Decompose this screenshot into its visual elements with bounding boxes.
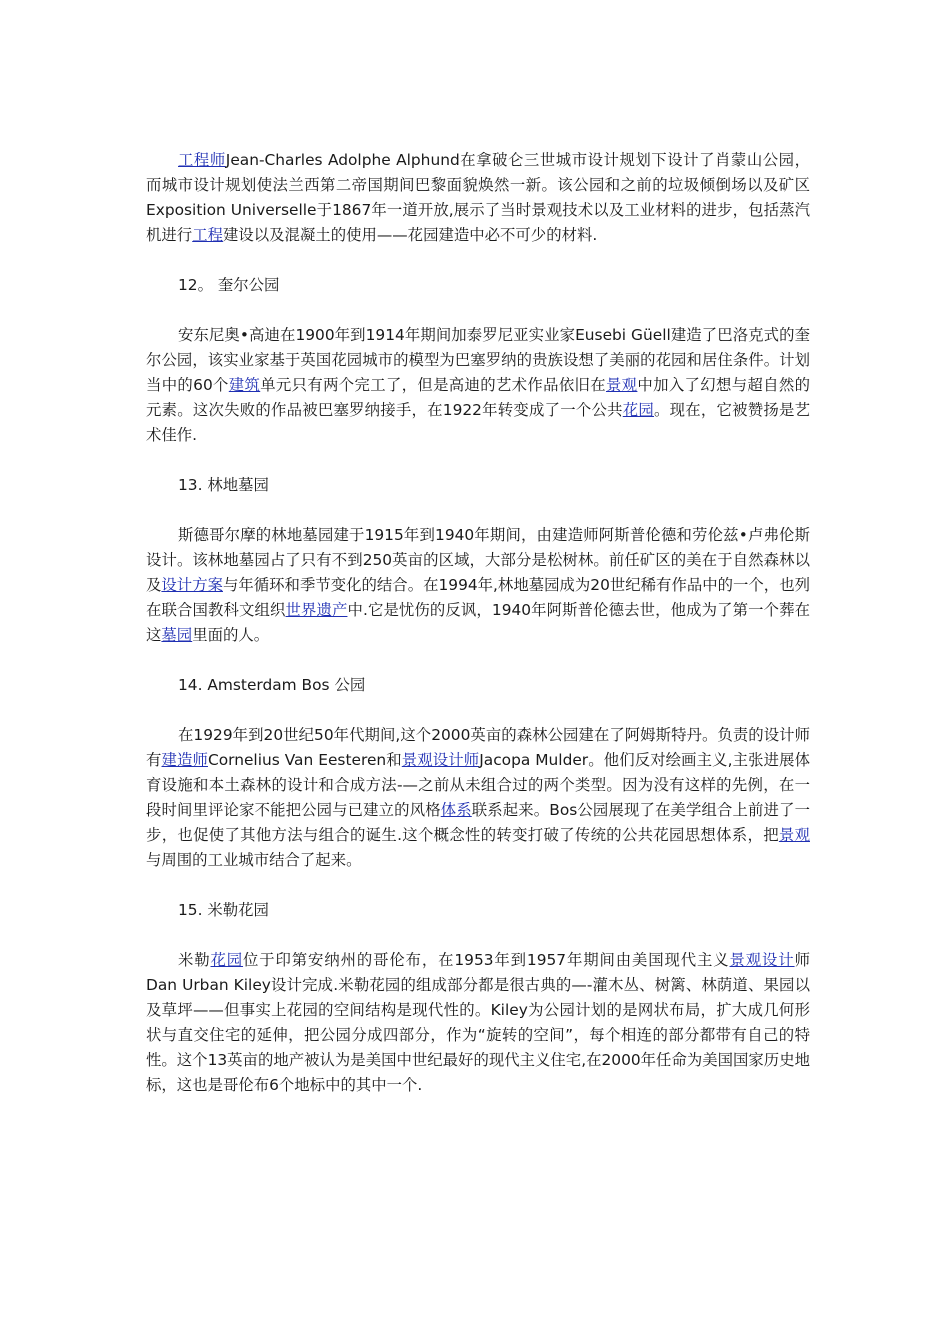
link-garden[interactable]: 花园: [622, 401, 655, 419]
text-segment: 中.它是忧伤的反讽，1940年阿斯普伦德去世，他成为了第一个葬在这: [146, 601, 810, 644]
text-segment: Jean-Charles Adolphe Alphund在拿破仑三世城市设计规划下设计了肖蒙山公园，而城市设计规划使法兰西第二帝国期间巴黎面貌焕然一新。该公园和之前的垃圾倾倒场以及矿区Exposition Universelle于1867年一道开放,展示了当时景观技术以及工业材料的进步，包括蒸汽机进行: [146, 151, 810, 244]
paragraph-guell-park: [146, 323, 810, 448]
link-landscape-designer[interactable]: 景观设计师: [401, 751, 480, 769]
text-segment: Jacopa Mulder。他们反对绘画主义,主张进展体育设施和本土森林的设计和合成方法-—之前从未组合过的两个类型。因为没有这样的先例，在一段时间里评论家不能把公园与已建立的风格: [146, 751, 810, 819]
text-segment: 中加入了幻想与超自然的元素。这次失败的作品被巴塞罗纳接手，在1922年转变成了一个公共: [146, 376, 810, 419]
link-cemetery[interactable]: 墓园: [161, 626, 193, 644]
paragraph-chaumont-park: [146, 148, 810, 248]
text-segment: 联系起来。Bos公园展现了在美学组合上前进了一步，也促使了其他方法与组合的诞生.这个概念性的转变打破了传统的公共花园思想体系，把: [146, 801, 810, 844]
text-segment: 单元只有两个完工了，但是高迪的艺术作品依旧在: [260, 376, 606, 394]
link-world-heritage[interactable]: 世界遗产: [285, 601, 348, 619]
link-architecture[interactable]: 建筑: [228, 376, 261, 394]
text-segment: Cornelius Van Eesteren和: [207, 751, 402, 769]
heading-text: 12。 奎尔公园: [178, 276, 280, 294]
text-segment: 米勒: [178, 951, 211, 969]
heading-14-amsterdam-bos: [146, 673, 810, 698]
text-segment: 在1929年到20世纪50年代期间,这个2000英亩的森林公园建在了阿姆斯特丹。负责的设计师有: [146, 726, 810, 769]
heading-12-guell-park: [146, 273, 810, 298]
heading-text: 13. 林地墓园: [178, 476, 269, 494]
heading-text: 14. Amsterdam Bos 公园: [178, 676, 366, 694]
text-segment: 斯德哥尔摩的林地墓园建于1915年到1940年期间，由建造师阿斯普伦德和劳伦兹•卢弗伦斯设计。该林地墓园占了只有不到250英亩的区域，大部分是松树林。前任矿区的美在于自然森林以及: [146, 526, 810, 594]
text-segment: 与周围的工业城市结合了起来。: [146, 851, 362, 869]
link-engineer[interactable]: 工程师: [178, 151, 226, 169]
heading-text: 15. 米勒花园: [178, 901, 269, 919]
paragraph-miller-garden: [146, 948, 810, 1098]
link-landscape-2[interactable]: 景观: [778, 826, 810, 844]
document-page: [146, 148, 810, 1098]
paragraph-woodland-cemetery: [146, 523, 810, 648]
link-engineering[interactable]: 工程: [192, 226, 223, 244]
link-design-plan[interactable]: 设计方案: [161, 576, 223, 594]
text-segment: 师Dan Urban Kiley设计完成.米勒花园的组成部分都是很古典的—-灌木丛、树篱、林荫道、果园以及草坪——但事实上花园的空间结构是现代性的。Kiley为公园计划的是网状布局，扩大成几何形状与直交住宅的延伸，把公园分成四部分，作为“旋转的空间”，每个相连的部分都带有自己的特性。这个13英亩的地产被认为是美国中世纪最好的现代主义住宅,在2000年任命为美国国家历史地标，这也是哥伦布6个地标中的其中一个.: [146, 951, 810, 1094]
text-segment: 与年循环和季节变化的结合。在1994年,林地墓园成为20世纪稀有作品中的一个，也列在联合国教科文组织: [146, 576, 810, 619]
text-segment: 安东尼奥•高迪在1900年到1914年期间加泰罗尼亚实业家Eusebi Güell建造了巴洛克式的奎尔公园，该实业家基于英国花园城市的模型为巴塞罗纳的贵族设想了美丽的花园和居住条件。计划当中的60个: [146, 326, 810, 394]
link-architect[interactable]: 建造师: [161, 751, 208, 769]
text-segment: 。现在，它被赞扬是艺术佳作.: [146, 401, 810, 444]
text-segment: 位于印第安纳州的哥伦布，在1953年到1957年期间由美国现代主义: [243, 951, 730, 969]
link-system[interactable]: 体系: [440, 801, 472, 819]
heading-15-miller-garden: [146, 898, 810, 923]
link-garden-2[interactable]: 花园: [210, 951, 244, 969]
link-landscape-design[interactable]: 景观设计: [729, 951, 795, 969]
text-segment: 里面的人。: [192, 626, 270, 644]
text-segment: 建设以及混凝土的使用——花园建造中必不可少的材料.: [222, 226, 598, 244]
link-landscape[interactable]: 景观: [605, 376, 638, 394]
heading-13-woodland-cemetery: [146, 473, 810, 498]
paragraph-amsterdam-bos: [146, 723, 810, 873]
